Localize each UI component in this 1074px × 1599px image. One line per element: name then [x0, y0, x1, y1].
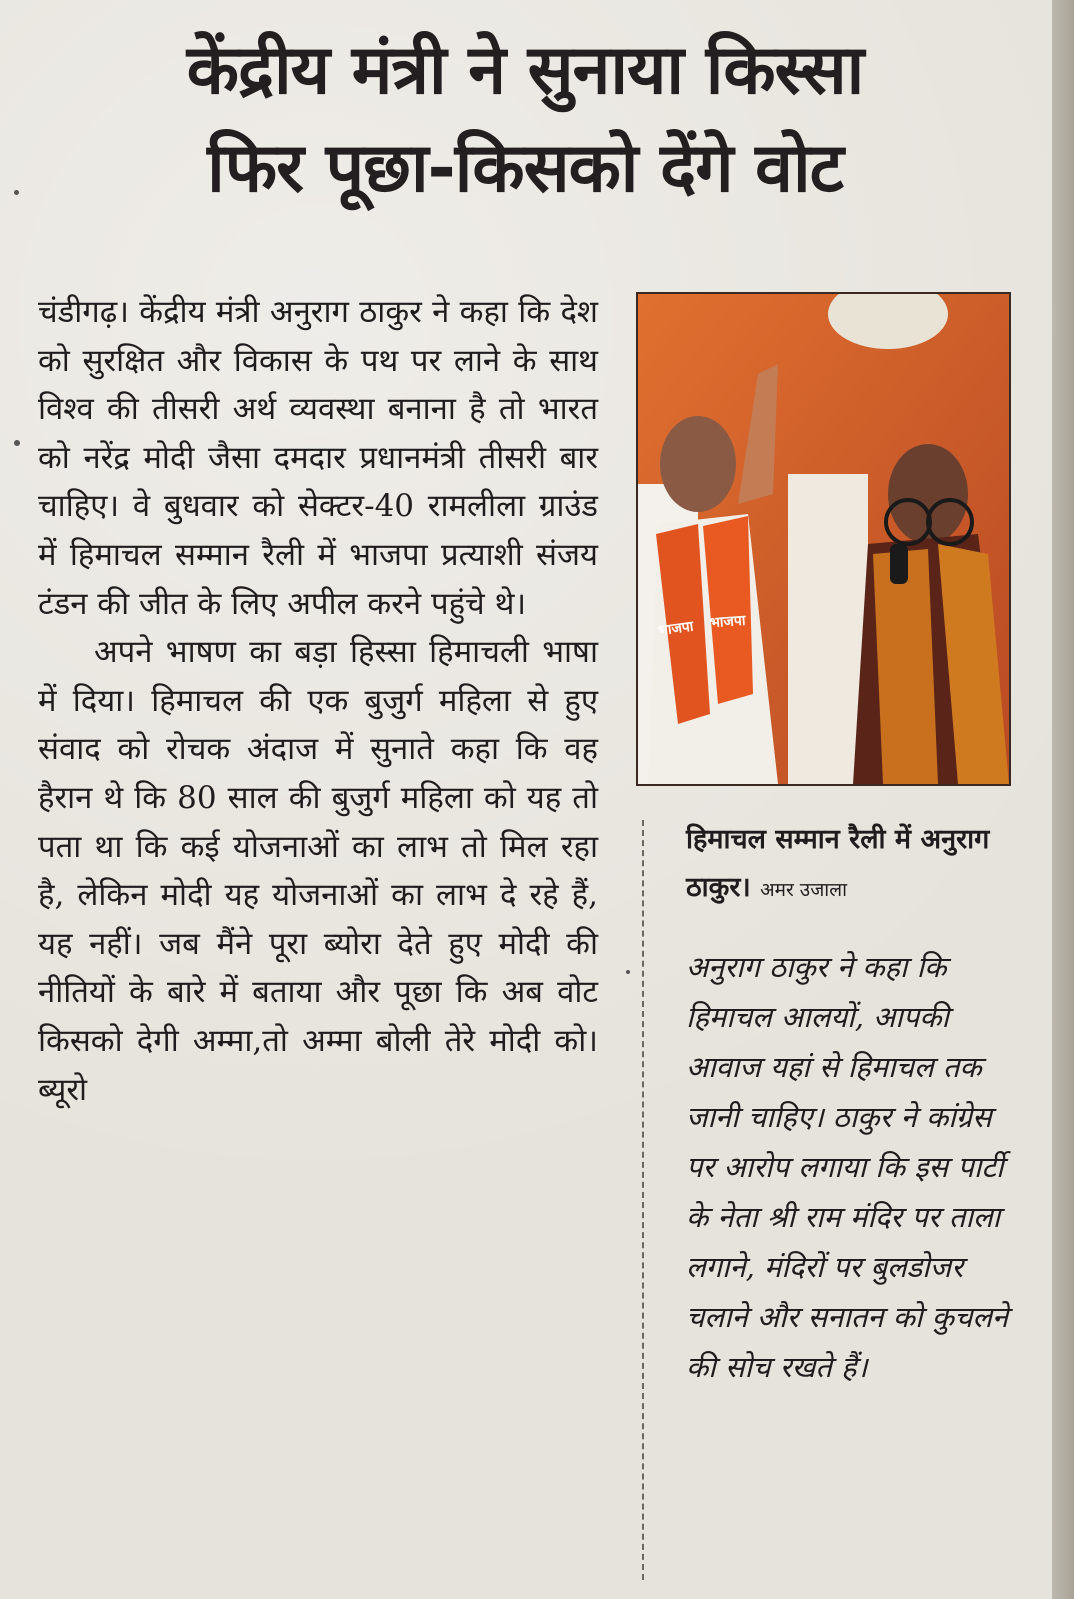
scarf-label-right: भाजपा	[709, 612, 746, 632]
article-paragraph-2: अपने भाषण का बड़ा हिस्सा हिमाचली भाषा में दिया। हिमाचल की एक बुजुर्ग महिला से हुए संवाद को रोचक अंदाज में सुनाते कहा कि वह हैरान थे कि 80 साल की बुजुर्ग महिला को यह तो पता था कि कई योजनाओं का लाभ तो मिल रहा है, लेकिन मोदी यह योजनाओं का लाभ दे रहे हैं, यह नहीं। जब मैंने पूरा ब्योरा देते हुए मोदी की नीतियों के बारे में बताया और पूछा कि अब वोट किसको देगी अम्मा,तो अम्मा बोली तेरे मोदी को। ब्यूरो	[38, 634, 598, 1108]
headline	[20, 22, 1030, 218]
photo-caption	[686, 816, 1026, 914]
rally-photo	[636, 292, 1011, 786]
article-paragraph-1: चंडीगढ़। केंद्रीय मंत्री अनुराग ठाकुर ने कहा कि देश को सुरक्षित और विकास के पथ पर लाने के साथ विश्व की तीसरी अर्थ व्यवस्था बनाना है तो भारत को नरेंद्र मोदी जैसा दमदार प्रधानमंत्री तीसरी बार चाहिए। वे बुधवार को सेक्टर-40 रामलीला ग्राउंड में हिमाचल सम्मान रैली में भाजपा प्रत्याशी संजय टंडन की जीत के लिए अपील करने पहुंचे थे।	[38, 294, 598, 622]
paper-speck	[14, 440, 20, 446]
column-divider	[642, 820, 644, 1580]
headline-line-2: फिर पूछा-किसको देंगे वोट	[207, 129, 843, 208]
paper-speck	[14, 190, 19, 195]
article-body	[38, 288, 598, 1114]
scarf-label-left: भाजपा	[657, 618, 695, 640]
paper-speck	[626, 970, 630, 974]
page-edge	[1052, 0, 1074, 1599]
headline-line-1: केंद्रीय मंत्री ने सुनाया किस्सा	[186, 31, 864, 110]
rally-photo-illustration	[638, 294, 1009, 784]
photo-credit: अमर उजाला	[760, 879, 848, 901]
pull-quote: अनुराग ठाकुर ने कहा कि हिमाचल आलयों, आपकी आवाज यहां से हिमाचल तक जानी चाहिए। ठाकुर ने कांग्रेस पर आरोप लगाया कि इस पार्टी के नेता श्री राम मंदिर पर ताला लगाने, मंदिरों पर बुलडोजर चलाने और सनातन को कुचलने की सोच रखते हैं।	[686, 950, 1009, 1384]
caption-text: हिमाचल सम्मान रैली में अनुराग ठाकुर।	[686, 824, 990, 903]
